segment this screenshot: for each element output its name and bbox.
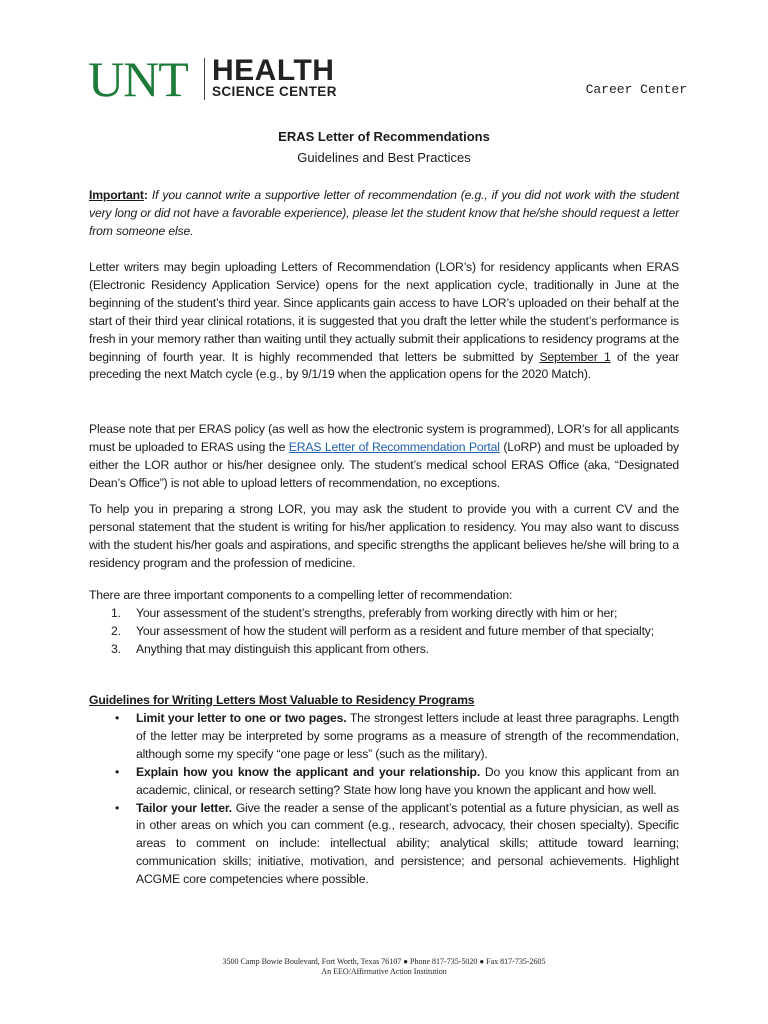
logo-health: HEALTH	[212, 54, 335, 87]
para2-text: Letter writers may begin uploading Letters of Recommendation (LOR’s) for residency applicants when ERAS (Electronic Residency Application Service) opens for the next application cycle, traditionally in June at the beginning of the student’s third year. Since applicants gain access to have LOR’s uploaded on their behalf at the start of their third year clinical rotations, it is suggested that you draft the letter while the student’s performance is fresh in your memory rather than waiting until they actually submit their applications to residency programs at the beginning of fourth year. It is highly recommended that letters be submitted by	[89, 260, 679, 364]
guideline-text: Give the reader a sense of the applicant’s potential as a future physician, as well as in other areas on which you can comment (e.g., research, advocacy, their chosen specialty). Specific areas to comment on include: intellectual ability; analytical skills; attitude toward learning; communication skills; initiative, motivation, and persistence; and personal achievements. Highlight ACGME core competencies where possible.	[136, 800, 680, 887]
list-item	[89, 623, 679, 641]
list-item	[89, 641, 679, 659]
para2-text-end: of the year preceding the next Match cycle (e.g., by 9/1/19 when the application opens for the 2020 Match).	[89, 349, 679, 382]
department-label: Career Center	[585, 82, 687, 97]
important-text: If you cannot write a supportive letter of recommendation (e.g., if you did not work with the student very long or did not have a favorable experience), please let the student know that he/she should request a letter from someone else.	[89, 188, 679, 238]
logo-divider	[204, 58, 205, 100]
components-intro: There are three important components to a compelling letter of recommendation:	[89, 588, 513, 602]
list-item	[89, 710, 679, 764]
list-item-text: Anything that may distinguish this applicant from others.	[136, 641, 429, 656]
guideline-lead: Limit your letter to one or two pages.	[136, 711, 347, 725]
lorp-link[interactable]: ERAS Letter of Recommendation Portal	[288, 439, 500, 454]
para3-text-end: (LoRP) and must be uploaded by either the LOR author or his/her designee only. The student’s medical school ERAS Office (aka, “Designated Dean’s Office”) is not able to upload letters of recommendation, no exceptions.	[89, 439, 679, 490]
list-number: 3.	[111, 641, 121, 656]
guideline-text: The strongest letters include at least three paragraphs. Length of the letter may be interpreted by some programs as a measure of strength of the recommendation, although some my specify “one page or less” (such as the military).	[136, 711, 679, 761]
important-notice: Important: If you cannot write a supportive letter of recommendation (e.g., if you did not work with the student very long or did not have a favorable experience), please let the student know that he/she should request a letter from someone else.	[89, 188, 679, 238]
paragraph-eras-policy	[89, 421, 679, 493]
letterhead	[88, 51, 688, 107]
list-item-text: Your assessment of how the student will perform as a resident and future member of that specialty;	[136, 623, 654, 638]
guideline-lead: Tailor your letter.	[136, 800, 233, 815]
footer	[0, 957, 768, 977]
para3-text: Please note that per ERAS policy (as well as how the electronic system is programmed), LOR’s for all applicants must be uploaded to ERAS using the	[89, 422, 679, 454]
bullet-icon: •	[115, 711, 120, 725]
important-label: Important	[89, 188, 144, 202]
guidelines-heading: Guidelines for Writing Letters Most Valuable to Residency Programs	[89, 693, 475, 707]
list-item	[89, 605, 679, 623]
list-item	[89, 800, 679, 890]
document-title: ERAS Letter of Recommendations	[278, 129, 490, 144]
footer-eeo: An EEO/Affirmative Action Institution	[321, 967, 447, 976]
guidelines-list	[89, 710, 679, 889]
bullet-icon: •	[115, 800, 120, 815]
paragraph-preparation: To help you in preparing a strong LOR, you may ask the student to provide you with a current CV and the personal statement that the student is writing for his/her application to residency. You may also want to discuss with the student his/her goals and aspirations, and specific strengths the applicant believes he/she will bring to a residency program and the profession of medicine.	[89, 502, 679, 570]
guideline-text: Do you know this applicant from an academic, clinical, or research setting? State how long have you known the applicant and how well.	[136, 764, 679, 797]
list-number: 2.	[111, 623, 121, 638]
list-item-text: Your assessment of the student’s strengths, preferably from working directly with him or her;	[136, 606, 618, 620]
footer-address: 3500 Camp Bowie Boulevard, Fort Worth, Texas 76107 ● Phone 817-735-5020 ● Fax 817-735-2605	[222, 957, 546, 966]
components-list	[89, 605, 679, 659]
list-item	[89, 764, 679, 800]
logo-science-center: SCIENCE CENTER	[212, 84, 337, 99]
guideline-lead: Explain how you know the applicant and your relationship.	[136, 764, 481, 779]
paragraph-upload-timing	[89, 259, 679, 384]
bullet-icon: •	[115, 764, 120, 779]
logo-unt: UNT	[88, 51, 188, 107]
deadline-date: September 1	[539, 349, 611, 364]
list-number: 1.	[111, 606, 121, 620]
document-subtitle: Guidelines and Best Practices	[297, 150, 471, 165]
